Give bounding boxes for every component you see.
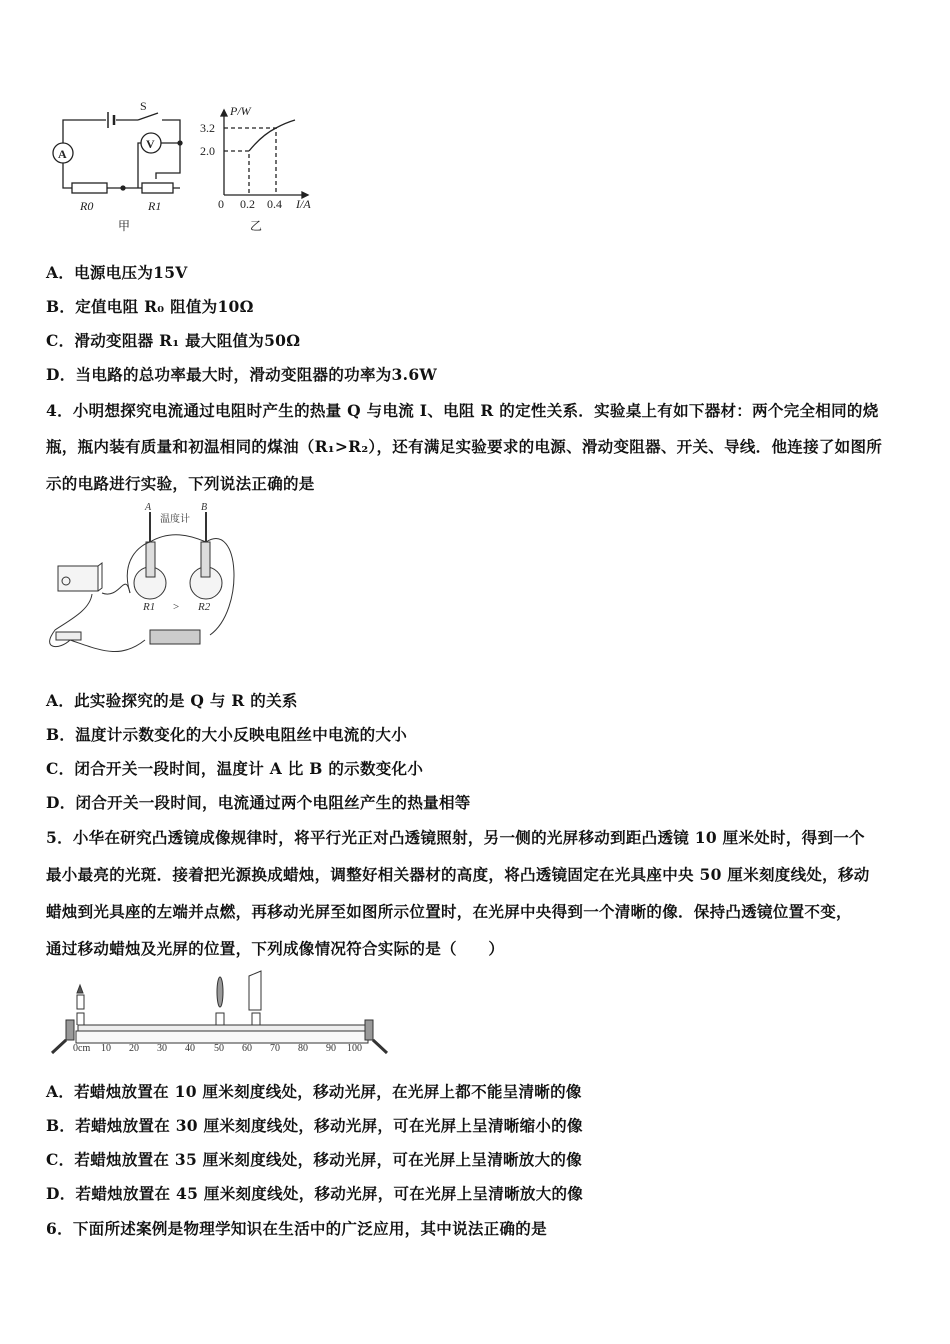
q5-stem-line: 最小最亮的光斑．接着把光源换成蜡烛，调整好相关器材的高度，将凸透镜固定在光具座中央 50 厘米刻度线处，移动 [46, 865, 870, 884]
svg-text:0.4: 0.4 [267, 197, 282, 211]
svg-text:100: 100 [347, 1043, 362, 1054]
circuit-diagram [53, 99, 182, 233]
ruler-labels [73, 1043, 362, 1054]
svg-text:0cm: 0cm [73, 1043, 91, 1054]
q4-option-a: A．此实验探究的是 Q 与 R 的关系 [46, 691, 298, 710]
q5-option-d: D．若蜡烛放置在 45 厘米刻度线处，移动光屏，可在光屏上呈清晰放大的像 [46, 1184, 584, 1203]
svg-text:0.2: 0.2 [240, 197, 255, 211]
rheostat-icon [150, 630, 200, 644]
circuit-and-graph-figure [40, 95, 340, 240]
optical-bench-rail [78, 1025, 366, 1031]
q5-stem-line: 蜡烛到光具座的左端并点燃，再移动光屏至如图所示位置时，在光屏中央得到一个清晰的像．保持凸透镜位置不变， [46, 902, 852, 921]
candle-icon [77, 995, 84, 1009]
svg-text:2.0: 2.0 [200, 144, 215, 158]
q4-stem-line: 4．小明想探究电流通过电阻时产生的热量 Q 与电流 I、电阻 R 的定性关系．实验桌上有如下器材：两个完全相同的烧 [46, 401, 879, 420]
svg-text:0: 0 [218, 197, 224, 211]
svg-text:50: 50 [214, 1043, 224, 1054]
svg-text:R1: R1 [143, 601, 156, 613]
q4-stem-line: 瓶，瓶内装有质量和初温相同的煤油（R₁>R₂），还有满足实验要求的电源、滑动变阻器、开关、导线．他连接了如图所 [46, 437, 883, 456]
q4-option-d: D．闭合开关一段时间，电流通过两个电阻丝产生的热量相等 [46, 793, 471, 812]
power-current-graph [200, 104, 311, 233]
svg-text:V: V [146, 137, 155, 151]
svg-text:A: A [145, 502, 152, 513]
q5-option-a: A．若蜡烛放置在 10 厘米刻度线处，移动光屏，在光屏上都不能呈清晰的像 [46, 1082, 582, 1101]
q3-option-d: D．当电路的总功率最大时，滑动变阻器的功率为3.6W [46, 365, 438, 384]
svg-text:3.2: 3.2 [200, 121, 215, 135]
q3-option-b: B．定值电阻 R₀ 阻值为10Ω [46, 297, 254, 316]
q5-stem-line: 5．小华在研究凸透镜成像规律时，将平行光正对凸透镜照射，另一侧的光屏移动到距凸透镜 10 厘米处时，得到一个 [46, 828, 865, 847]
svg-text:温度计: 温度计 [160, 514, 190, 525]
q5-stem-line: 通过移动蜡烛及光屏的位置，下列成像情况符合实际的是（ ） [46, 939, 505, 958]
switch-icon [138, 113, 158, 120]
q4-option-b: B．温度计示数变化的大小反映电阻丝中电流的大小 [46, 725, 408, 744]
svg-text:60: 60 [242, 1043, 252, 1054]
lens-icon [217, 977, 223, 1007]
svg-text:甲: 甲 [118, 219, 131, 233]
q3-option-a: A．电源电压为15V [46, 263, 188, 282]
screen-icon [249, 971, 261, 1010]
svg-text:P/W: P/W [230, 104, 251, 118]
q3-option-c: C．滑动变阻器 R₁ 最大阻值为50Ω [46, 331, 301, 350]
q4-option-c: C．闭合开关一段时间，温度计 A 比 B 的示数变化小 [46, 759, 424, 778]
svg-text:90: 90 [326, 1043, 336, 1054]
power-supply-icon [58, 566, 98, 591]
q5-option-b: B．若蜡烛放置在 30 厘米刻度线处，移动光屏，可在光屏上呈清晰缩小的像 [46, 1116, 583, 1135]
svg-text:B: B [201, 502, 208, 513]
svg-text:20: 20 [129, 1043, 139, 1054]
svg-text:S: S [140, 99, 147, 113]
svg-text:30: 30 [157, 1043, 167, 1054]
q5-option-c: C．若蜡烛放置在 35 厘米刻度线处，移动光屏，可在光屏上呈清晰放大的像 [46, 1150, 583, 1169]
svg-text:70: 70 [270, 1043, 280, 1054]
heating-experiment-figure [40, 500, 290, 670]
q6-stem-line: 6．下面所述案例是物理学知识在生活中的广泛应用，其中说法正确的是 [46, 1219, 547, 1238]
svg-text:R0: R0 [80, 199, 94, 213]
svg-text:40: 40 [185, 1043, 195, 1054]
svg-text:>: > [173, 601, 180, 613]
optical-bench-figure [40, 965, 400, 1060]
switch-icon [56, 632, 81, 640]
svg-text:乙: 乙 [250, 219, 263, 233]
svg-text:I/A: I/A [296, 197, 311, 211]
svg-text:R2: R2 [198, 601, 211, 613]
svg-text:10: 10 [101, 1043, 111, 1054]
q4-stem-line: 示的电路进行实验，下列说法正确的是 [46, 474, 315, 493]
svg-text:80: 80 [298, 1043, 308, 1054]
svg-text:A: A [58, 147, 67, 161]
svg-text:R1: R1 [148, 199, 162, 213]
